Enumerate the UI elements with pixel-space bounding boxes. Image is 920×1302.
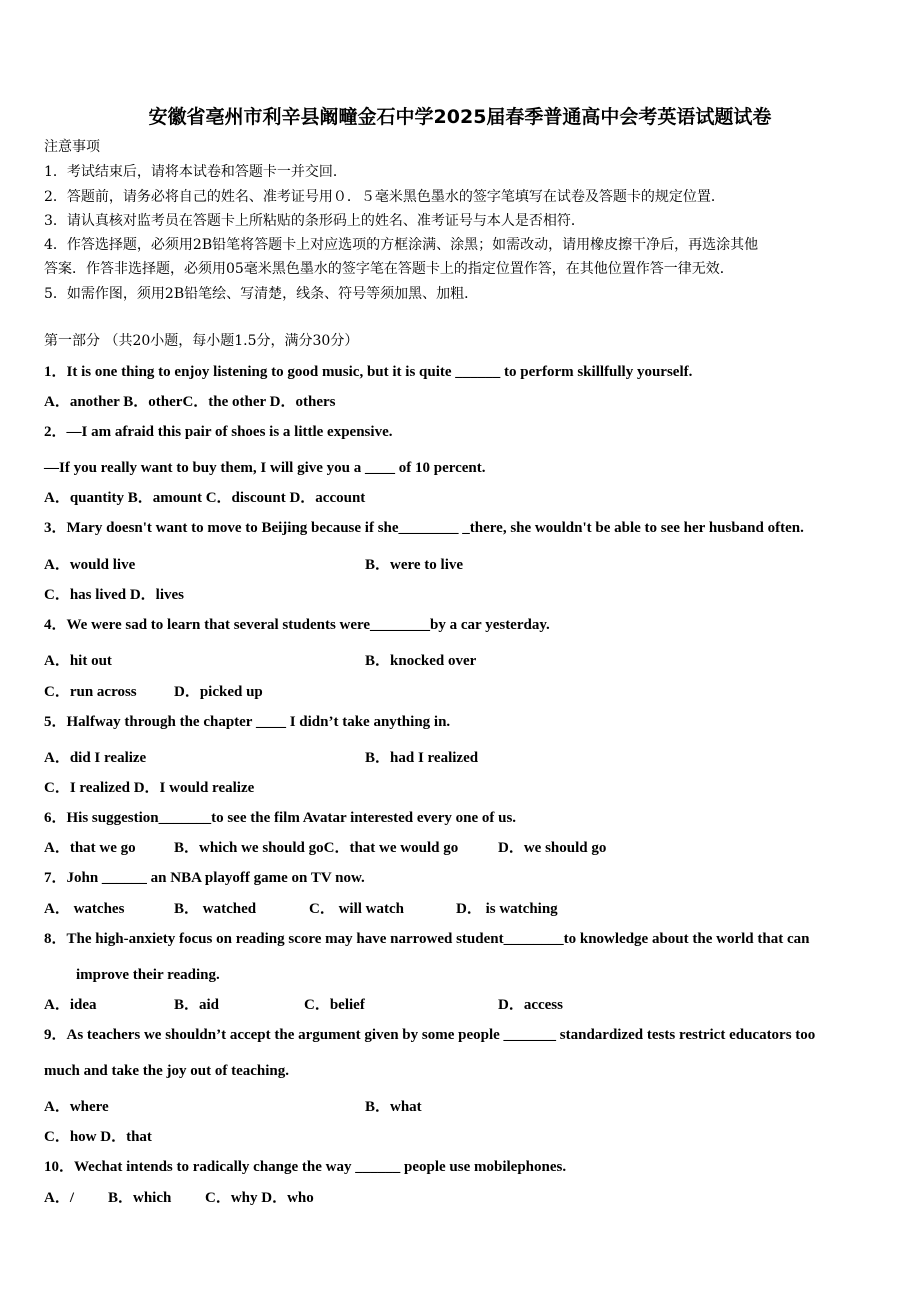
notice-heading: 注意事项	[44, 139, 100, 155]
option-b: B．which	[108, 1190, 172, 1206]
notice-item: 2．答题前，请务必将自己的姓名、准考证号用０．５毫米黑色墨水的签字笔填写在试卷及答题卡的规定位置．	[44, 189, 725, 205]
question-stem-continued: much and take the joy out of teaching.	[44, 1063, 290, 1079]
option-a: A．hit out	[44, 653, 112, 669]
question-stem: 3．Mary doesn't want to move to Beijing because if she________ _there, she wouldn't be able to see her husband often.	[44, 520, 804, 536]
notice-item: 答案．作答非选择题，必须用05毫米黑色墨水的签字笔在答题卡上的指定位置作答，在其他位置作答一律无效．	[44, 261, 734, 277]
question-options: A．quantity B．amount C．discount D．account	[44, 490, 366, 506]
option-a: A．idea	[44, 997, 97, 1013]
option-c: C．belief	[304, 997, 365, 1013]
question-stem: 5．Halfway through the chapter ____ I didn’t take anything in.	[44, 714, 451, 730]
option-bc: B．which we should goC．that we would go	[174, 840, 459, 856]
question-stem: 10．Wechat intends to radically change the way ______ people use mobilephones.	[44, 1159, 567, 1175]
option-d: D．picked up	[174, 684, 263, 700]
option-cd: C．has lived D．lives	[44, 587, 185, 603]
page-title: 安徽省亳州市利辛县阚疃金石中学2025届春季普通高中会考英语试题试卷	[148, 106, 772, 128]
option-cd: C．how D．that	[44, 1129, 152, 1145]
option-a: A．that we go	[44, 840, 136, 856]
option-a: A． watches	[44, 901, 125, 917]
option-b: B．what	[365, 1099, 422, 1115]
option-d: D．access	[498, 997, 563, 1013]
option-c: C．run across	[44, 684, 137, 700]
question-stem-continued: improve their reading.	[76, 967, 220, 983]
option-b: B．knocked over	[365, 653, 477, 669]
section-heading: 第一部分 （共20小题，每小题1.5分，满分30分）	[44, 333, 359, 349]
notice-item: 3．请认真核对监考员在答题卡上所粘贴的条形码上的姓名、准考证号与本人是否相符．	[44, 213, 585, 229]
question-stem: 4．We were sad to learn that several students were________by a car yesterday.	[44, 617, 550, 633]
option-cd: C．why D．who	[205, 1190, 314, 1206]
option-c: C． will watch	[309, 901, 404, 917]
notice-item: 1．考试结束后，请将本试卷和答题卡一并交回．	[44, 164, 347, 180]
option-a: A．/	[44, 1190, 75, 1206]
notice-item: 4．作答选择题，必须用2B铅笔将答题卡上对应选项的方框涂满、涂黑；如需改动，请用橡皮擦干净后，再选涂其他	[44, 237, 759, 253]
option-a: A．where	[44, 1099, 109, 1115]
question-stem: 1．It is one thing to enjoy listening to good music, but it is quite ______ to perform skillfully yourself.	[44, 364, 693, 380]
question-stem: 2．—I am afraid this pair of shoes is a little expensive.	[44, 424, 393, 440]
question-options: A．another B．otherC．the other D．others	[44, 394, 336, 410]
option-cd: C．I realized D．I would realize	[44, 780, 255, 796]
option-b: B．had I realized	[365, 750, 479, 766]
question-stem-continued: —If you really want to buy them, I will give you a ____ of 10 percent.	[44, 460, 486, 476]
question-stem: 7．John ______ an NBA playoff game on TV now.	[44, 870, 365, 886]
option-d: D． is watching	[456, 901, 558, 917]
option-b: B． watched	[174, 901, 257, 917]
option-d: D．we should go	[498, 840, 607, 856]
question-stem: 8．The high-anxiety focus on reading score may have narrowed student________to knowledge about the world that can	[44, 931, 810, 947]
question-stem: 9．As teachers we shouldn’t accept the argument given by some people _______ standardized tests restrict educators too	[44, 1027, 816, 1043]
option-b: B．were to live	[365, 557, 464, 573]
option-b: B．aid	[174, 997, 220, 1013]
question-stem: 6．His suggestion_______to see the film Avatar interested every one of us.	[44, 810, 517, 826]
notice-item: 5．如需作图，须用2B铅笔绘、写清楚，线条、符号等须加黑、加粗．	[44, 286, 479, 302]
option-a: A．did I realize	[44, 750, 147, 766]
option-a: A．would live	[44, 557, 136, 573]
